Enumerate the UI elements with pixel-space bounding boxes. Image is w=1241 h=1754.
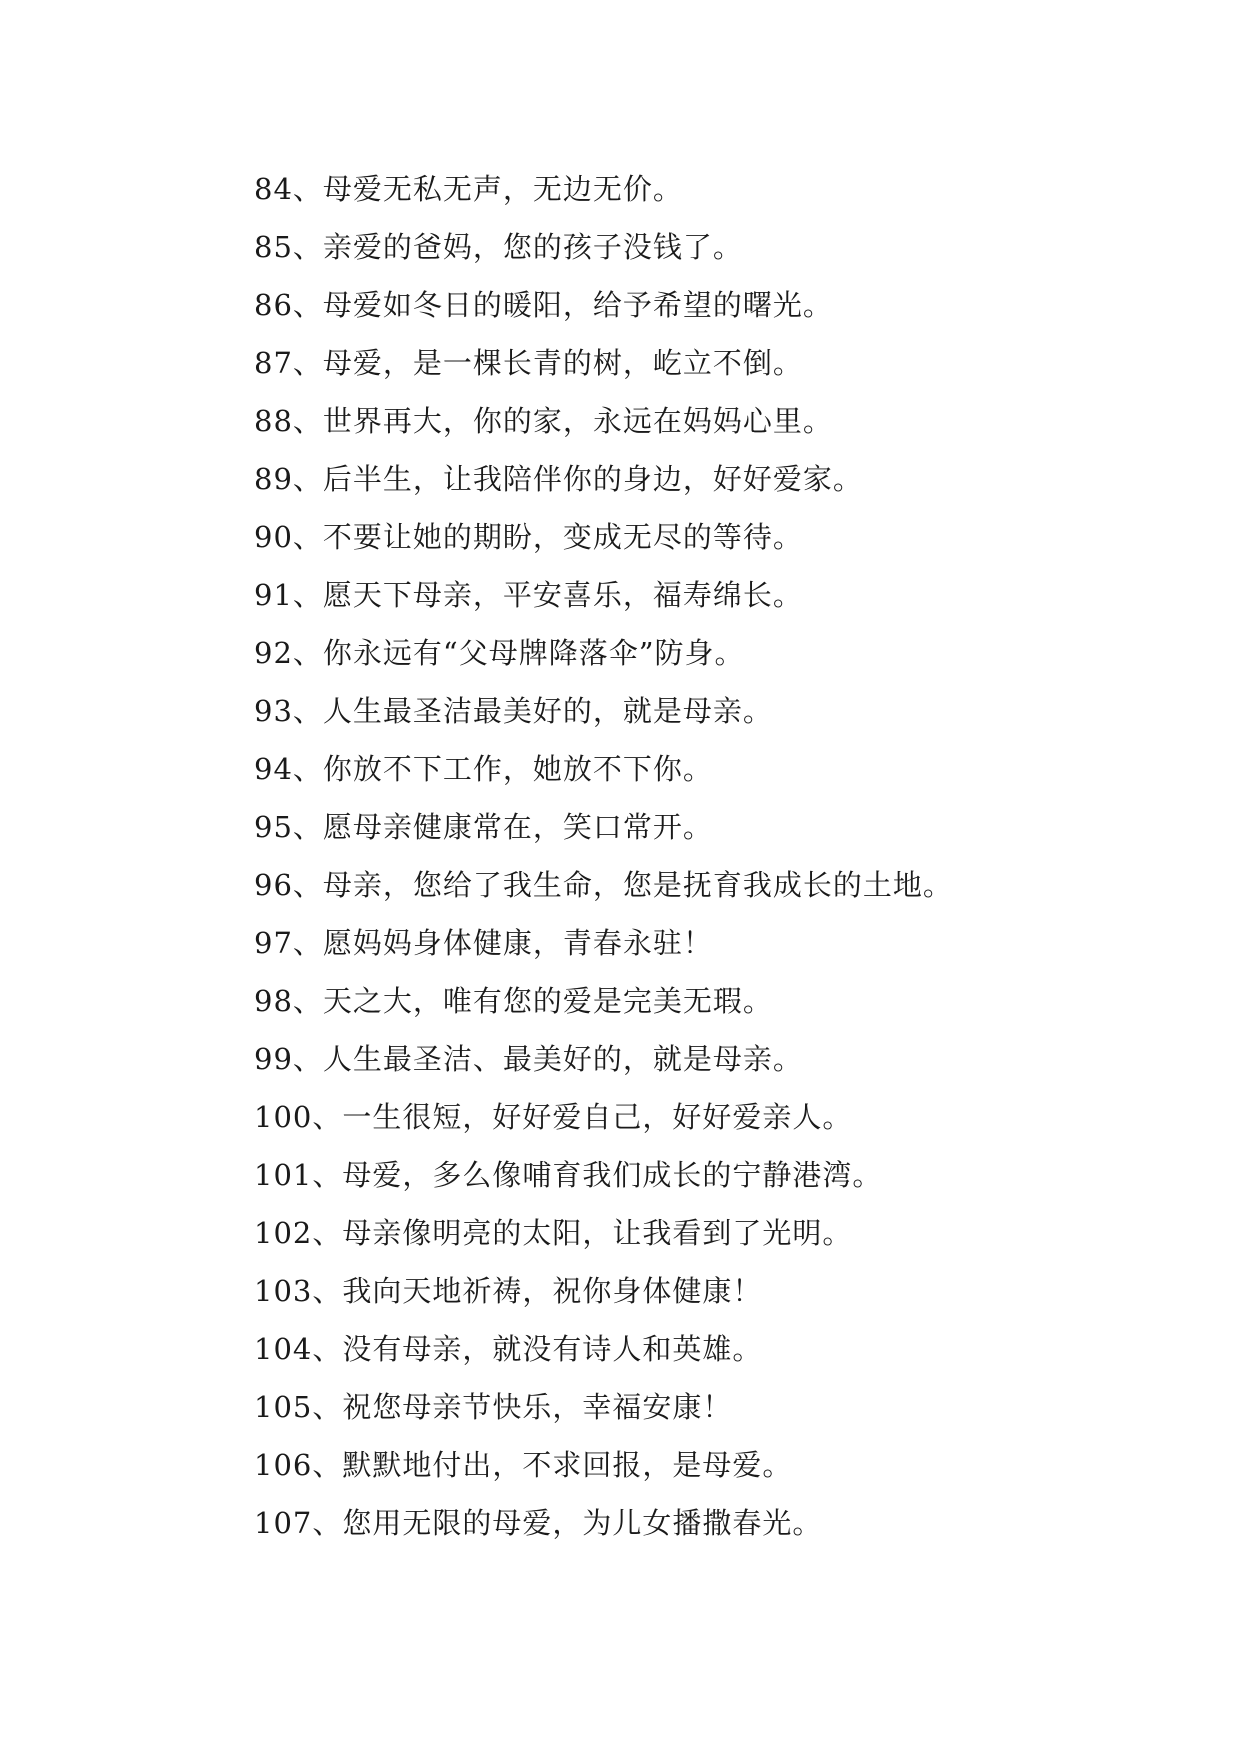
quote-line: 91、愿天下母亲，平安喜乐，福寿绵长。: [254, 578, 803, 612]
quote-line: 85、亲爱的爸妈，您的孩子没钱了。: [254, 230, 743, 264]
quote-line: 106、默默地付出，不求回报，是母爱。: [254, 1448, 793, 1482]
quote-line: 107、您用无限的母爱，为儿女播撒春光。: [254, 1506, 823, 1540]
quote-line: 90、不要让她的期盼，变成无尽的等待。: [254, 520, 803, 554]
quote-line: 89、后半生，让我陪伴你的身边，好好爱家。: [254, 462, 863, 496]
quote-line: 105、祝您母亲节快乐，幸福安康！: [254, 1390, 733, 1424]
quote-line: 101、母爱，多么像哺育我们成长的宁静港湾。: [254, 1158, 883, 1192]
quote-line: 102、母亲像明亮的太阳，让我看到了光明。: [254, 1216, 853, 1250]
quote-line: 104、没有母亲，就没有诗人和英雄。: [254, 1332, 763, 1366]
quote-line: 97、愿妈妈身体健康，青春永驻！: [254, 926, 713, 960]
quote-line: 94、你放不下工作，她放不下你。: [254, 752, 713, 786]
quote-line: 88、世界再大，你的家，永远在妈妈心里。: [254, 404, 833, 438]
quote-line: 92、你永远有“父母牌降落伞”防身。: [254, 636, 745, 670]
quote-list: [254, 160, 1154, 1552]
quote-line: 99、人生最圣洁、最美好的，就是母亲。: [254, 1042, 803, 1076]
quote-line: 96、母亲，您给了我生命，您是抚育我成长的土地。: [254, 868, 953, 902]
quote-line: 84、母爱无私无声，无边无价。: [254, 172, 683, 206]
quote-line: 100、一生很短，好好爱自己，好好爱亲人。: [254, 1100, 853, 1134]
quote-line: 103、我向天地祈祷，祝你身体健康！: [254, 1274, 763, 1308]
quote-line: 95、愿母亲健康常在，笑口常开。: [254, 810, 713, 844]
quote-line: 98、天之大，唯有您的爱是完美无瑕。: [254, 984, 773, 1018]
quote-line: 93、人生最圣洁最美好的，就是母亲。: [254, 694, 773, 728]
quote-line: 87、母爱，是一棵长青的树，屹立不倒。: [254, 346, 803, 380]
quote-line: 86、母爱如冬日的暖阳，给予希望的曙光。: [254, 288, 833, 322]
